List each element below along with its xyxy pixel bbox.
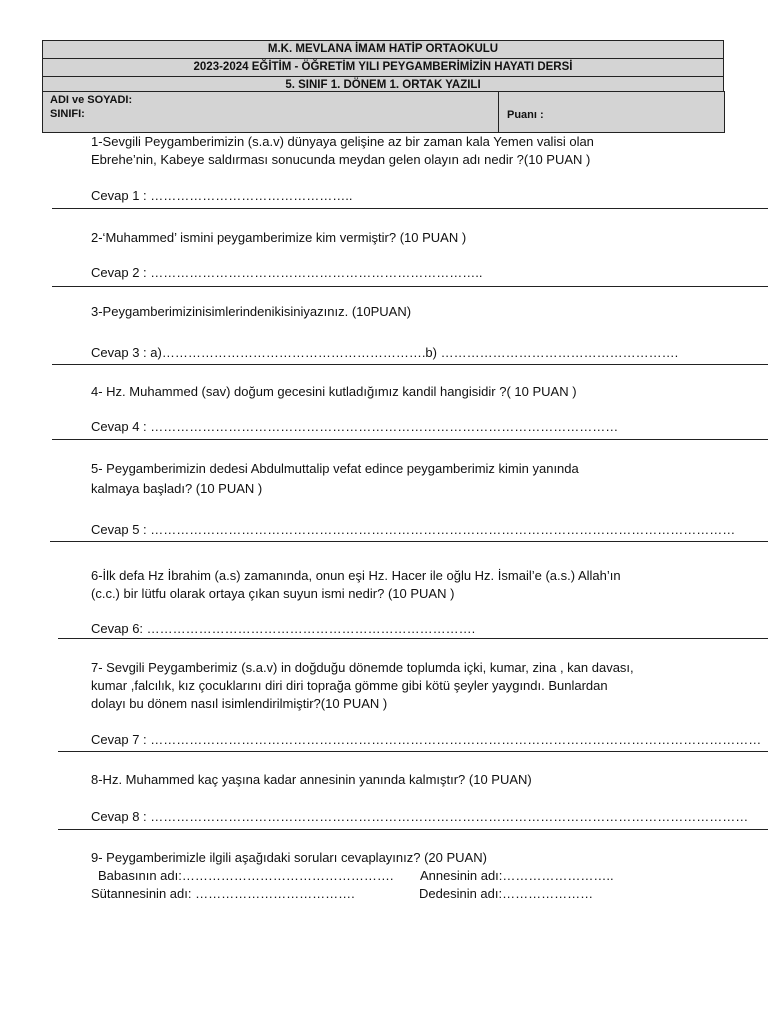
- question-7-line-1: 7- Sevgili Peygamberimiz (s.a.v) in doğduğu dönemde toplumda içki, kumar, zina , kan davası,: [91, 660, 634, 675]
- answer-4: Cevap 4 : ………………………………………………………………………………………………: [91, 419, 619, 434]
- answer-7: Cevap 7 : ……………………………………………………………………………………………………………………………: [91, 732, 762, 747]
- divider-7: [58, 751, 768, 752]
- question-9-prompt: 9- Peygamberimizle ilgili aşağıdaki soruları cevaplayınız? (20 PUAN): [91, 850, 487, 865]
- question-2-line-1: 2-‘Muhammed’ ismini peygamberimize kim vermiştir? (10 PUAN ): [91, 230, 467, 245]
- mother-name-field: Annesinin adı:……………………..: [420, 868, 614, 883]
- divider-1: [52, 208, 768, 209]
- divider-8: [58, 829, 768, 830]
- course-title: 2023-2024 EĞİTİM - ÖĞRETİM YILI PEYGAMBERİMİZİN HAYATI DERSİ: [43, 59, 723, 77]
- question-7-line-2: kumar ,falcılık, kız çocuklarını diri diri toprağa gömme gibi kötü şeyler yaygındı. Bunlardan: [91, 678, 608, 693]
- class-label: SINIFI:: [50, 108, 85, 120]
- divider-3: [52, 364, 768, 365]
- question-3-line-1: 3-Peygamberimizinisimlerindenikisiniyazınız. (10PUAN): [91, 304, 412, 319]
- answer-6: Cevap 6: ………………………………………………………………….: [91, 621, 476, 636]
- answer-2: Cevap 2 : …………………………………………………………………..: [91, 265, 483, 280]
- name-label: ADI ve SOYADI:: [50, 94, 133, 106]
- question-5-line-2: kalmaya başladı? (10 PUAN ): [91, 481, 263, 496]
- answer-3: Cevap 3 : a)…………………………………………………….b) ……………………………………………….: [91, 345, 679, 360]
- answer-8: Cevap 8 : …………………………………………………………………………………………………………………………: [91, 809, 749, 824]
- exam-title: 5. SINIF 1. DÖNEM 1. ORTAK YAZILI: [285, 79, 481, 91]
- father-name-field: Babasının adı:………………………………………….: [98, 868, 394, 883]
- question-7-line-3: dolayı bu dönem nasıl isimlendirilmiştir?(10 PUAN ): [91, 696, 388, 711]
- question-5-line-1: 5- Peygamberimizin dedesi Abdulmuttalip vefat edince peygamberimiz kimin yanında: [91, 461, 579, 476]
- divider-5: [50, 541, 768, 542]
- info-divider: [498, 92, 499, 132]
- exam-header: [42, 40, 724, 95]
- student-info-box: [42, 91, 725, 133]
- question-6-line-2: (c.c.) bir lütfu olarak ortaya çıkan suyun ismi nedir? (10 PUAN ): [91, 586, 455, 601]
- school-name: M.K. MEVLANA İMAM HATİP ORTAOKULU: [43, 41, 723, 59]
- nurse-name-field: Sütannesinin adı: ……………………………….: [91, 886, 355, 901]
- question-8-line-1: 8-Hz. Muhammed kaç yaşına kadar annesinin yanında kalmıştır? (10 PUAN): [91, 772, 532, 787]
- divider-2: [52, 286, 768, 287]
- question-6-line-1: 6-İlk defa Hz İbrahim (a.s) zamanında, onun eşi Hz. Hacer ile oğlu Hz. İsmail’e (a.s.) Allah’ın: [91, 568, 621, 583]
- answer-1: Cevap 1 : ………………………………………..: [91, 188, 353, 203]
- question-1-line-1: 1-Sevgili Peygamberimizin (s.a.v) dünyaya gelişine az bir zaman kala Yemen valisi olan: [91, 134, 594, 149]
- question-4-line-1: 4- Hz. Muhammed (sav) doğum gecesini kutladığımız kandil hangisidir ?( 10 PUAN ): [91, 384, 577, 399]
- answer-5: Cevap 5 : ………………………………………………………………………………………………………………………: [91, 522, 736, 537]
- divider-4: [52, 439, 768, 440]
- grandfather-name-field: Dedesinin adı:…………………: [419, 886, 594, 901]
- divider-6: [58, 638, 768, 639]
- score-label: Puanı :: [507, 109, 544, 121]
- question-1-line-2: Ebrehe’nin, Kabeye saldırması sonucunda meydan gelen olayın adı nedir ?(10 PUAN ): [91, 152, 591, 167]
